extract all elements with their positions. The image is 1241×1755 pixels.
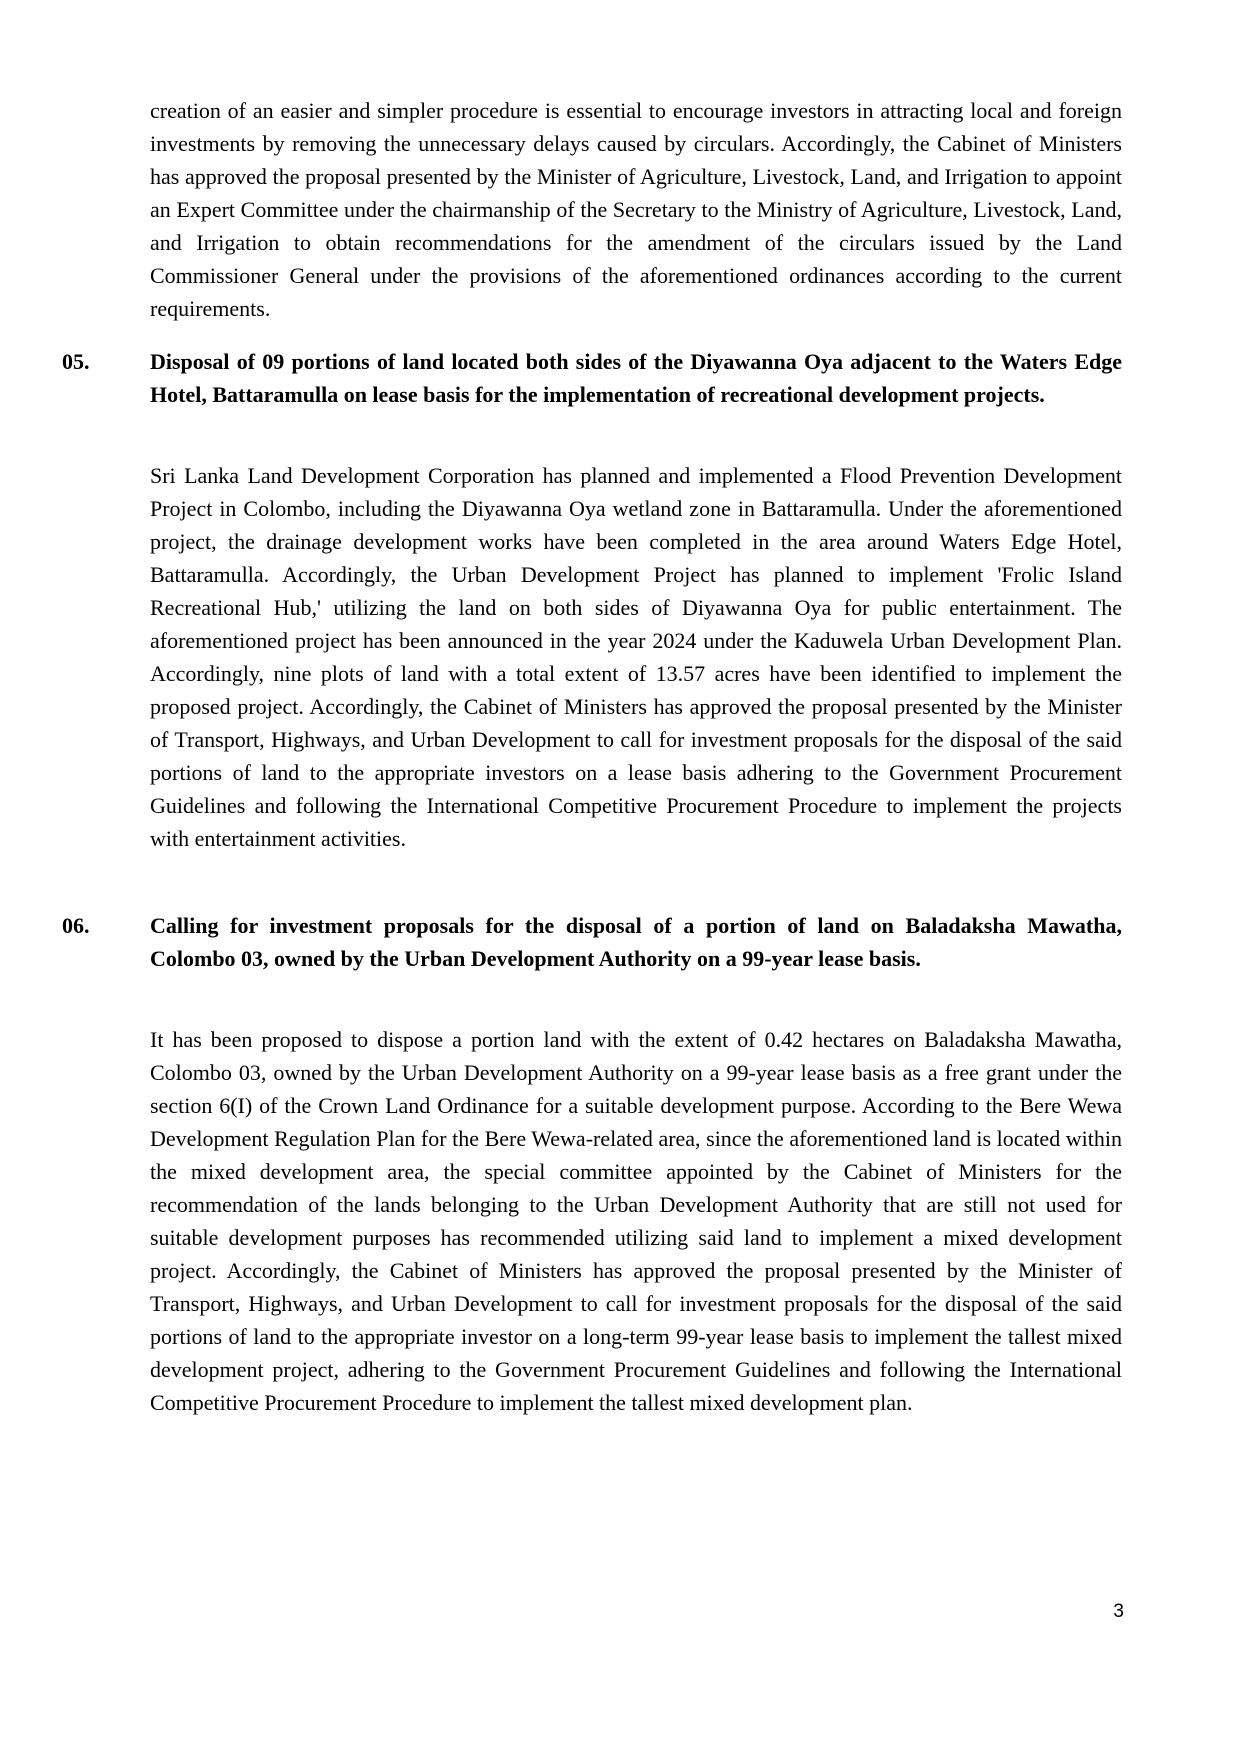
section-heading-06: Calling for investment proposals for the disposal of a portion of land on Baladaksha Mawatha, Colombo 03, owned by the Urban Development Authority on a 99-year lease basis. — [150, 913, 1122, 971]
intro-paragraph: creation of an easier and simpler procedure is essential to encourage investors in attracting local and foreign investments by removing the unnecessary delays caused by circulars. Accordingly, the Cabinet of Ministers has approved the proposal presented by the Minister of Agriculture, Livestock, Land, and Irrigation to appoint an Expert Committee under the chairmanship of the Secretary to the Ministry of Agriculture, Livestock, Land, and Irrigation to obtain recommendations for the amendment of the circulars issued by the Land Commissioner General under the provisions of the aforementioned ordinances according to the current requirements. — [150, 98, 1122, 321]
section-heading-05: Disposal of 09 portions of land located both sides of the Diyawanna Oya adjacent to the Waters Edge Hotel, Battaramulla on lease basis for the implementation of recreational development projects. — [150, 349, 1122, 407]
section-body-05: Sri Lanka Land Development Corporation has planned and implemented a Flood Prevention Development Project in Colombo, including the Diyawanna Oya wetland zone in Battaramulla. Under the aforementioned project, the drainage development works have been completed in the area around Waters Edge Hotel, Battaramulla. Accordingly, the Urban Development Project has planned to implement 'Frolic Island Recreational Hub,' utilizing the land on both sides of Diyawanna Oya for public entertainment. The aforementioned project has been announced in the year 2024 under the Kaduwela Urban Development Plan. Accordingly, nine plots of land with a total extent of 13.57 acres have been identified to implement the proposed project. Accordingly, the Cabinet of Ministers has approved the proposal presented by the Minister of Transport, Highways, and Urban Development to call for investment proposals for the disposal of the said portions of land to the appropriate investors on a lease basis adhering to the Government Procurement Guidelines and following the International Competitive Procurement Procedure to implement the projects with entertainment activities. — [150, 463, 1122, 851]
page-number: 3 — [1113, 1601, 1124, 1622]
section-number-06: 06. — [62, 913, 90, 938]
section-body-06: It has been proposed to dispose a portion land with the extent of 0.42 hectares on Baladaksha Mawatha, Colombo 03, owned by the Urban Development Authority on a 99-year lease basis as a free grant under the section 6(I) of the Crown Land Ordinance for a suitable development purpose. According to the Bere Wewa Development Regulation Plan for the Bere Wewa-related area, since the aforementioned land is located within the mixed development area, the special committee appointed by the Cabinet of Ministers for the recommendation of the lands belonging to the Urban Development Authority that are still not used for suitable development purposes has recommended utilizing said land to implement a mixed development project. Accordingly, the Cabinet of Ministers has approved the proposal presented by the Minister of Transport, Highways, and Urban Development to call for investment proposals for the disposal of the said portions of land to the appropriate investor on a long-term 99-year lease basis to implement the tallest mixed development project, adhering to the Government Procurement Guidelines and following the International Competitive Procurement Procedure to implement the tallest mixed development plan. — [150, 1027, 1122, 1415]
section-number-05: 05. — [62, 349, 90, 374]
